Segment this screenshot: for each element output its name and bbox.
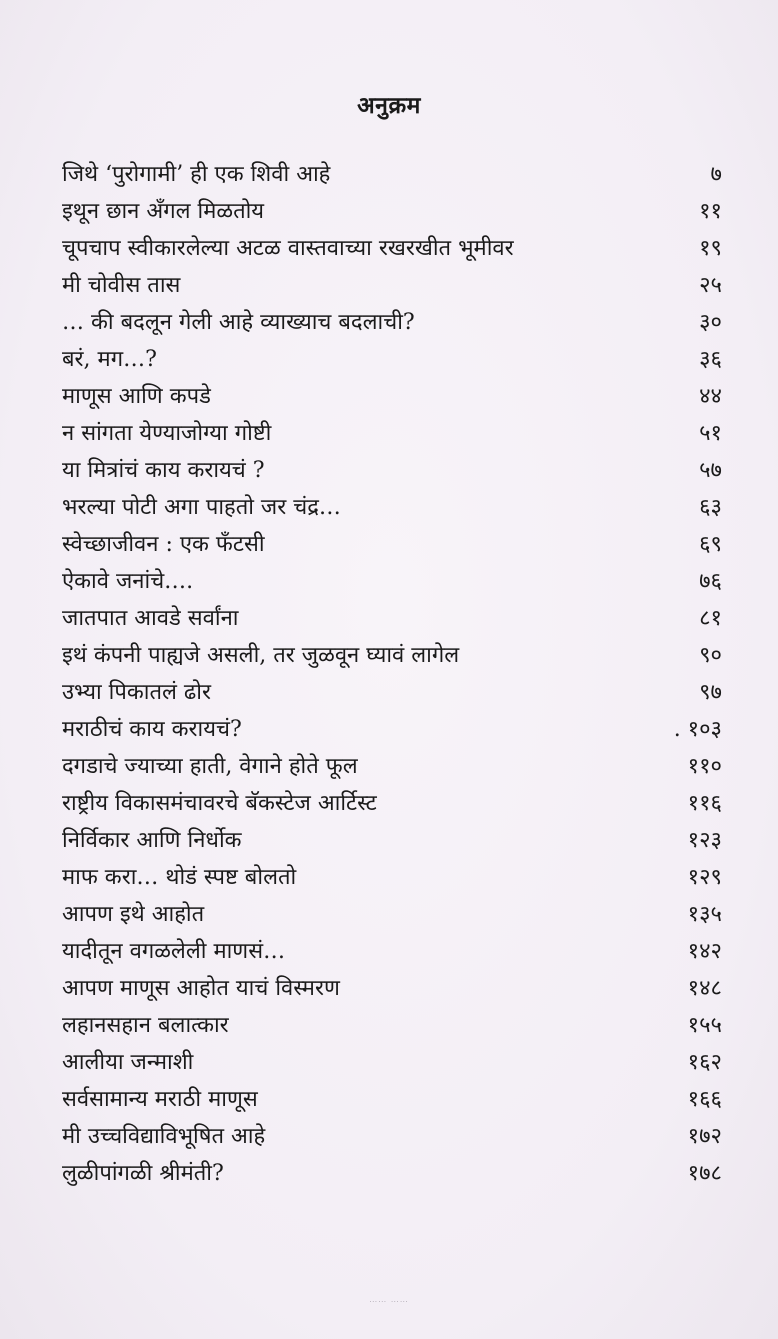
toc-entry bbox=[62, 933, 722, 970]
toc-entry-page-number: ४४ bbox=[699, 384, 722, 409]
toc-entry-title: सर्वसामान्य मराठी माणूस bbox=[62, 1087, 258, 1112]
toc-entry bbox=[62, 748, 722, 785]
toc-entry-page-number: ७६ bbox=[699, 569, 722, 594]
toc-entry-title: यादीतून वगळलेली माणसं… bbox=[62, 939, 286, 964]
toc-entry bbox=[62, 859, 722, 896]
toc-entry-page-number: ७ bbox=[710, 162, 722, 187]
toc-entry bbox=[62, 1044, 722, 1081]
toc-entry-title: माफ करा… थोडं स्पष्ट बोलतो bbox=[62, 865, 297, 890]
toc-entry-page-number: १७२ bbox=[687, 1124, 722, 1149]
toc-entry-title: मी चोवीस तास bbox=[62, 273, 181, 298]
toc-entry bbox=[62, 896, 722, 933]
toc-entry bbox=[62, 674, 722, 711]
toc-entry-title: निर्विकार आणि निर्धोक bbox=[62, 828, 242, 853]
toc-entry bbox=[62, 304, 722, 341]
toc-entry-page-number: २५ bbox=[699, 273, 722, 298]
toc-entry-title: ऐकावे जनांचे…. bbox=[62, 569, 194, 594]
toc-entry-title: या मित्रांचं काय करायचं ? bbox=[62, 458, 265, 483]
toc-entry-page-number: १४२ bbox=[687, 939, 722, 964]
toc-entry bbox=[62, 378, 722, 415]
toc-entry-page-number: . १०३ bbox=[673, 717, 722, 742]
toc-entry-page-number: १५५ bbox=[687, 1013, 722, 1038]
toc-entry-page-number: ५७ bbox=[699, 458, 722, 483]
toc-entry-page-number: ११६ bbox=[687, 791, 722, 816]
toc-entry-title: उभ्या पिकातलं ढोर bbox=[62, 680, 211, 705]
toc-entry bbox=[62, 600, 722, 637]
toc-entry-page-number: १३५ bbox=[687, 902, 722, 927]
toc-entry-title: इथून छान अँगल मिळतोय bbox=[62, 199, 265, 224]
toc-entry-title: माणूस आणि कपडे bbox=[62, 384, 211, 409]
toc-entry-page-number: १६२ bbox=[687, 1050, 722, 1075]
toc-entry-page-number: १२३ bbox=[687, 828, 722, 853]
toc-entry-title: स्वेच्छाजीवन : एक फँटसी bbox=[62, 532, 265, 557]
page-title: अनुक्रम bbox=[357, 92, 421, 119]
toc-entry bbox=[62, 711, 722, 748]
toc-entry bbox=[62, 341, 722, 378]
toc-entry bbox=[62, 1081, 722, 1118]
toc-entry bbox=[62, 489, 722, 526]
footer-print-mark: ⋯⋯ ⋯⋯ bbox=[369, 1297, 409, 1306]
toc-entry-title: जातपात आवडे सर्वांना bbox=[62, 606, 239, 631]
toc-entry-page-number: ३६ bbox=[699, 347, 722, 372]
toc-entry-title: इथं कंपनी पाह्यजे असली, तर जुळवून घ्यावं लागेल bbox=[62, 643, 460, 668]
toc-entry-page-number: ५१ bbox=[699, 421, 722, 446]
toc-entry-page-number: ६३ bbox=[699, 495, 722, 520]
toc-entry-title: लुळीपांगळी श्रीमंती? bbox=[62, 1161, 224, 1186]
toc-entry-title: दगडाचे ज्याच्या हाती, वेगाने होते फूल bbox=[62, 754, 358, 779]
toc-entry-title: भरल्या पोटी अगा पाहतो जर चंद्र… bbox=[62, 495, 341, 520]
toc-entry-title: जिथे ‘पुरोगामी’ ही एक शिवी आहे bbox=[62, 162, 331, 187]
toc-entry-title: न सांगता येण्याजोग्या गोष्टी bbox=[62, 421, 272, 446]
toc-entry bbox=[62, 1007, 722, 1044]
toc-entry-title: आलीया जन्माशी bbox=[62, 1050, 194, 1075]
toc-entry-page-number: ८१ bbox=[699, 606, 722, 631]
toc-entry-page-number: १२९ bbox=[687, 865, 722, 890]
toc-entry-title: राष्ट्रीय विकासमंचावरचे बॅकस्टेज आर्टिस्ट bbox=[62, 791, 377, 816]
toc-entry-page-number: ११० bbox=[687, 754, 722, 779]
toc-entry-title: आपण इथे आहोत bbox=[62, 902, 205, 927]
toc-entry bbox=[62, 1155, 722, 1192]
toc-entry bbox=[62, 970, 722, 1007]
toc-entry-title: … की बदलून गेली आहे व्याख्याच बदलाची? bbox=[62, 310, 415, 335]
toc-entry bbox=[62, 526, 722, 563]
toc-entry bbox=[62, 563, 722, 600]
toc-entry-page-number: ९० bbox=[699, 643, 722, 668]
toc-entry-title: मी उच्चविद्याविभूषित आहे bbox=[62, 1124, 266, 1149]
toc-entry-title: चूपचाप स्वीकारलेल्या अटळ वास्तवाच्या रखरखीत भूमीवर bbox=[62, 236, 514, 261]
toc-entry bbox=[62, 267, 722, 304]
toc-entry-page-number: ६९ bbox=[699, 532, 722, 557]
toc-entry-page-number: ११ bbox=[699, 199, 722, 224]
toc-entry-page-number: १७८ bbox=[687, 1161, 722, 1186]
toc-entry bbox=[62, 193, 722, 230]
toc-entry-title: लहानसहान बलात्कार bbox=[62, 1013, 229, 1038]
toc-entry-title: बरं, मग…? bbox=[62, 347, 157, 372]
table-of-contents bbox=[62, 156, 722, 1192]
toc-entry-page-number: १४८ bbox=[687, 976, 722, 1001]
toc-entry-page-number: ९७ bbox=[699, 680, 722, 705]
toc-entry bbox=[62, 230, 722, 267]
toc-entry-page-number: १९ bbox=[699, 236, 722, 261]
toc-entry bbox=[62, 1118, 722, 1155]
toc-entry-page-number: ३० bbox=[699, 310, 722, 335]
toc-entry-title: मराठीचं काय करायचं? bbox=[62, 717, 242, 742]
toc-entry bbox=[62, 156, 722, 193]
toc-entry bbox=[62, 415, 722, 452]
toc-entry-page-number: १६६ bbox=[687, 1087, 722, 1112]
toc-entry-title: आपण माणूस आहोत याचं विस्मरण bbox=[62, 976, 340, 1001]
toc-entry bbox=[62, 637, 722, 674]
toc-entry bbox=[62, 822, 722, 859]
toc-entry bbox=[62, 785, 722, 822]
toc-entry bbox=[62, 452, 722, 489]
